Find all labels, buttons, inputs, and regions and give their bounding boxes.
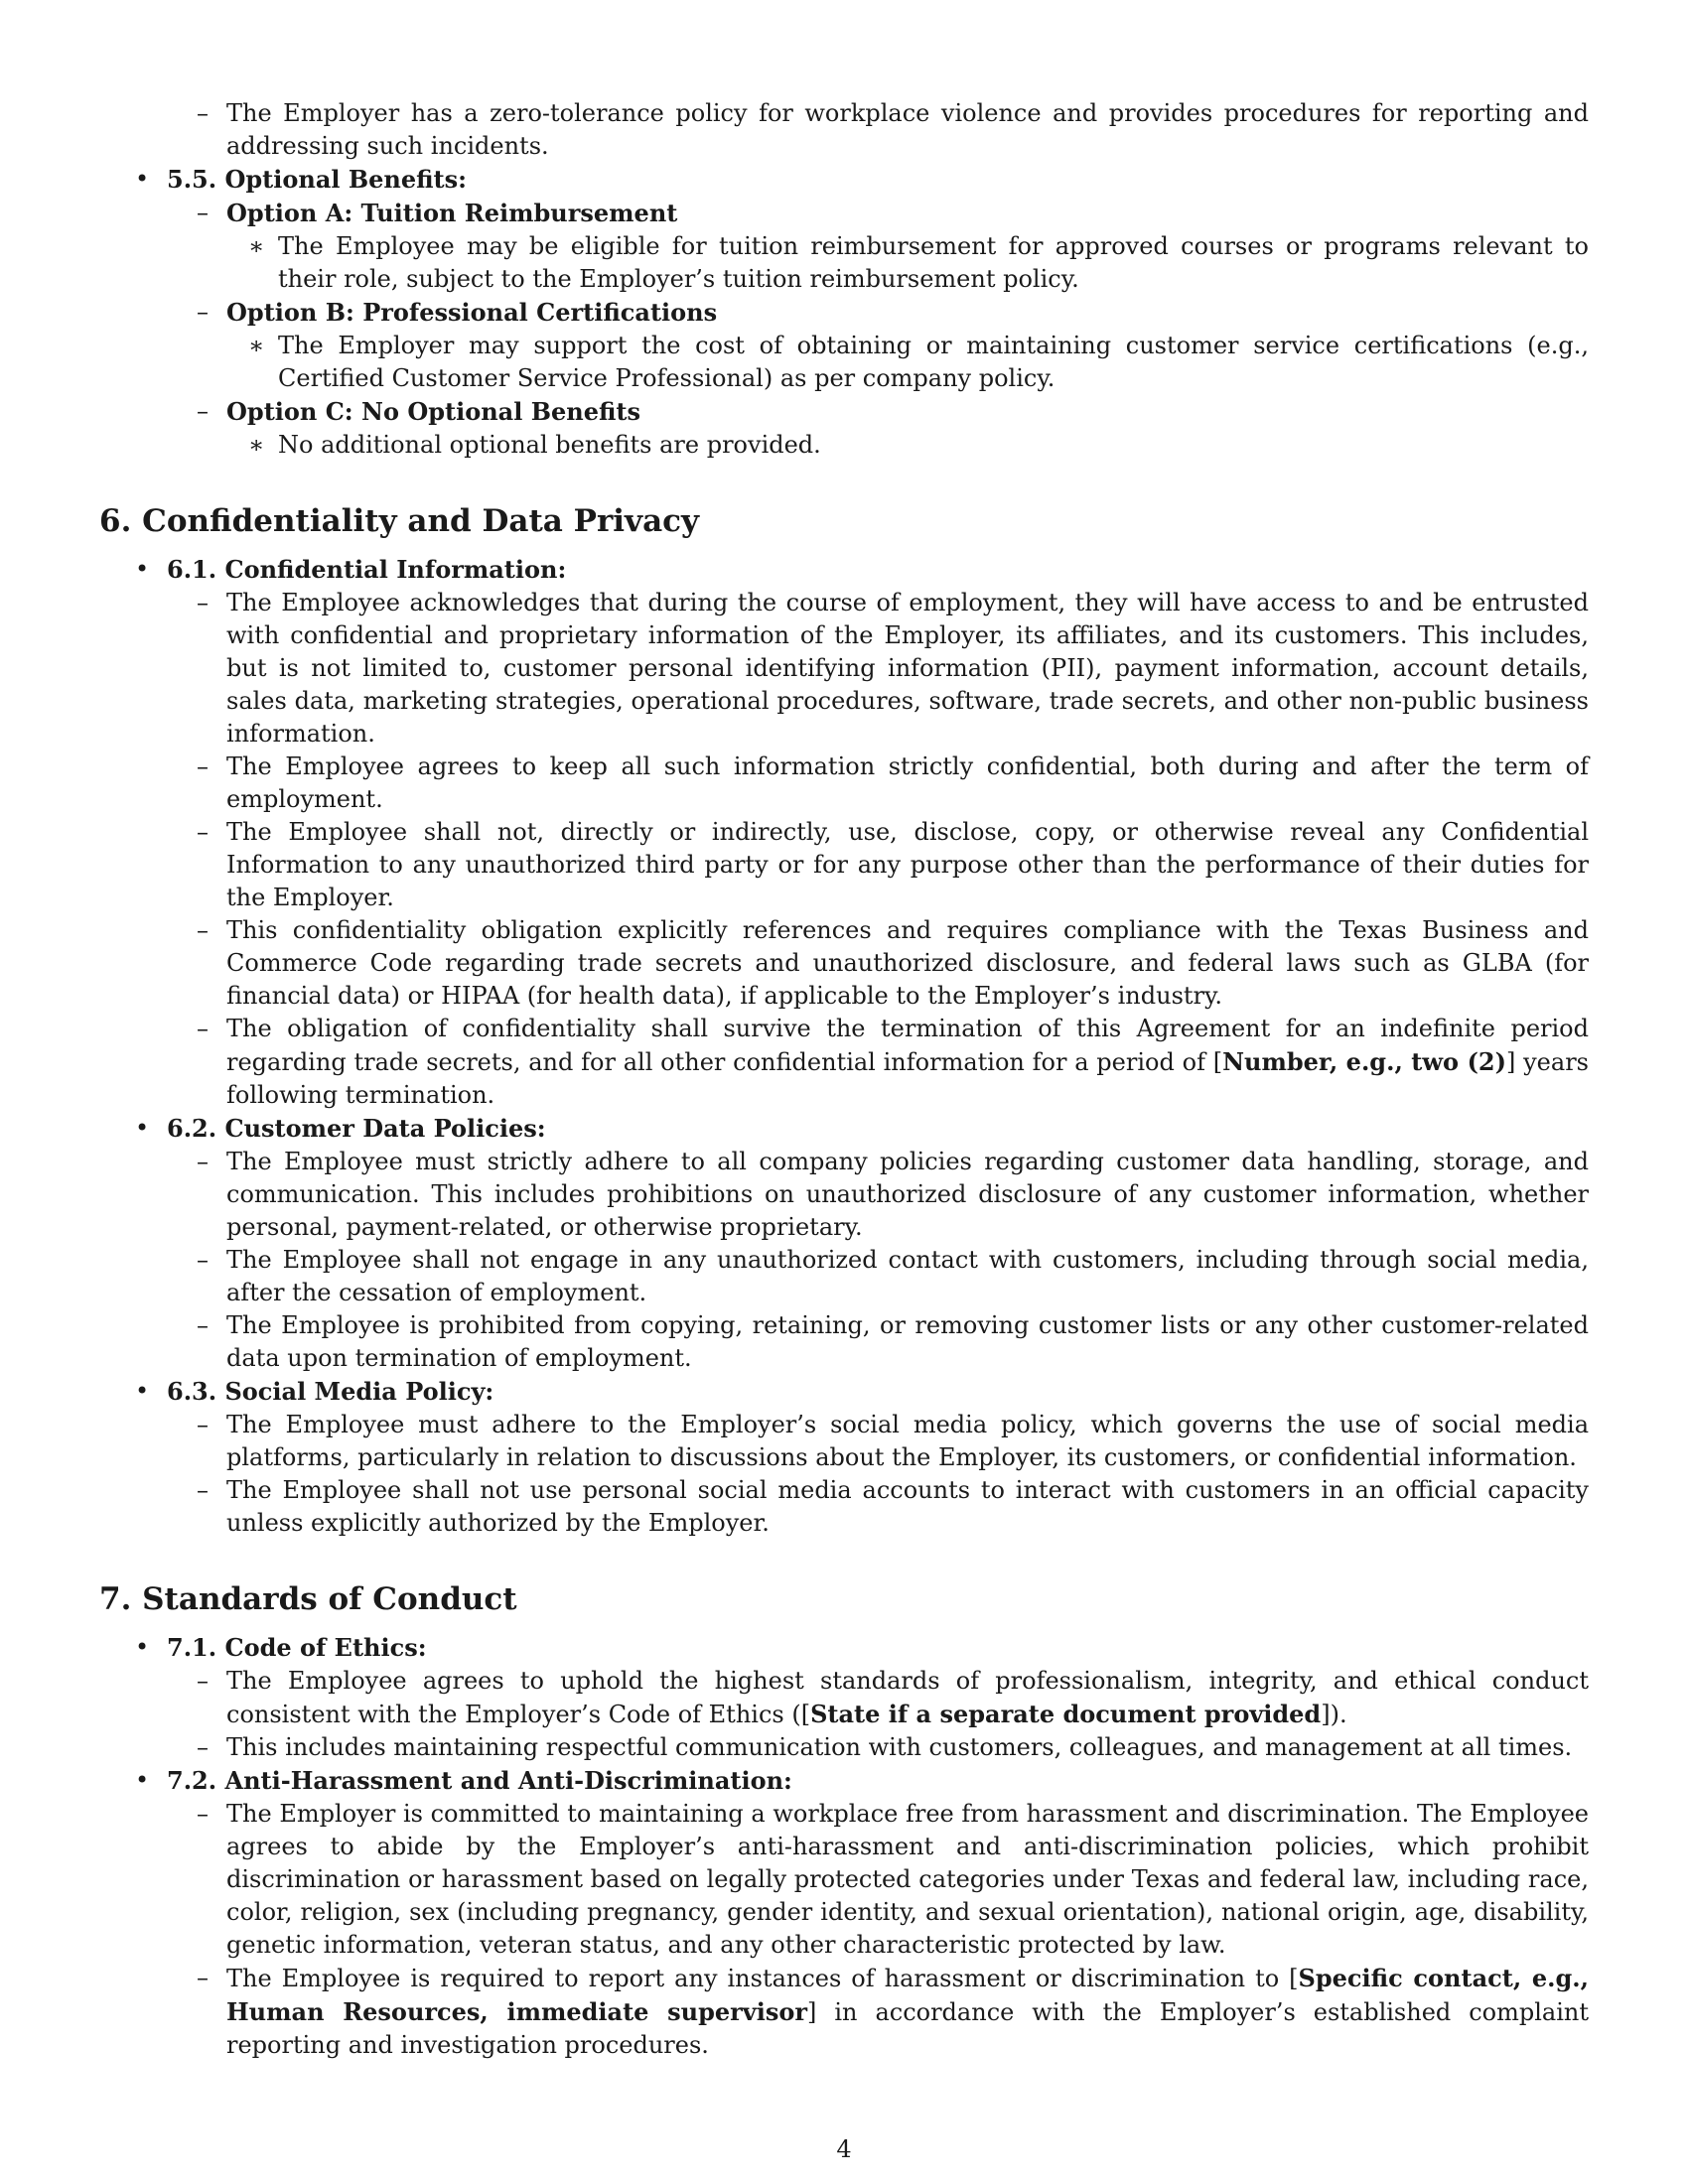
list-item: – The Employee must strictly adhere to all company policies regarding customer data handling, storage, and communication. This includes prohibitions on unauthorized disclosure of any customer information, whether personal, payment-related, or otherwise proprietary. <box>99 1146 1589 1244</box>
list-item: – The Employee acknowledges that during the course of employment, they will have access to and be entrusted with confidential and proprietary information of the Employer, its affiliates, and its customers. This includes, but is not limited to, customer personal identifying information (PII), payment information, account details, sales data, marketing strategies, operational procedures, software, trade secrets, and other non-public business information. <box>99 587 1589 751</box>
text-run: The Employee is required to report any instances of harassment or discrimination to [ <box>226 1965 1299 1992</box>
option-detail-list <box>226 230 1589 296</box>
section-7-title: 7. Standards of Conduct <box>99 1581 517 1617</box>
section-5-5-list <box>99 163 1589 462</box>
list-item: – The Employee agrees to keep all such information strictly confidential, both during and after the term of employment. <box>99 751 1589 816</box>
option-title: Option B: Professional Certifications <box>226 298 718 327</box>
list-item: – The Employee shall not, directly or indirectly, use, disclose, copy, or otherwise reveal any Confidential Information to any unauthorized third party or for any purpose other than the performance of their duties for the Employer. <box>99 816 1589 914</box>
option-title: Option C: No Optional Benefits <box>226 397 641 426</box>
subsection-6-1 <box>99 553 1589 1112</box>
text-run: The Employee agrees to uphold the highest standards of professionalism, integrity, and ethical conduct consistent with the Employer’s Code of Ethics ([ <box>226 1667 1589 1728</box>
subsection-heading: 6.3. Social Media Policy: <box>167 1377 494 1406</box>
placeholder-field: State if a separate document provided <box>810 1700 1322 1728</box>
option-title: Option A: Tuition Reimbursement <box>226 199 678 227</box>
list-item: – The Employer has a zero-tolerance policy for workplace violence and provides procedures for reporting and addressing such incidents. <box>99 97 1589 163</box>
text-run: ] in accordance with the Employer’s established complaint reporting and investigation procedures. <box>226 1998 1590 2059</box>
section-6-list <box>99 553 1589 1540</box>
list-item: – The Employee is prohibited from copying, retaining, or removing customer lists or any other customer-related data upon termination of employment. <box>99 1309 1589 1375</box>
subsection-6-3 <box>99 1375 1589 1540</box>
item-list <box>99 1409 1589 1540</box>
item-list <box>99 1146 1589 1375</box>
option-c <box>99 395 1589 462</box>
list-item: ∗ The Employer may support the cost of obtaining or maintaining customer service certifications (e.g., Certified Customer Service Professional) as per company policy. <box>226 330 1589 395</box>
option-detail-list <box>226 429 1589 462</box>
subsection-6-2 <box>99 1112 1589 1375</box>
continued-list <box>99 97 1589 163</box>
item-list <box>99 1798 1589 2062</box>
list-item: – The Employee shall not use personal social media accounts to interact with customers in an official capacity unless explicitly authorized by the Employer. <box>99 1474 1589 1540</box>
subsection-heading: 7.2. Anti-Harassment and Anti-Discrimination: <box>167 1766 792 1795</box>
section-6-title: 6. Confidentiality and Data Privacy <box>99 503 700 539</box>
option-list <box>99 197 1589 462</box>
list-item <box>99 1013 1589 1112</box>
subsection-heading: 6.2. Customer Data Policies: <box>167 1114 546 1143</box>
item-list <box>99 587 1589 1112</box>
section-7-list <box>99 1631 1589 2062</box>
option-b <box>99 296 1589 395</box>
placeholder-field: Number, e.g., two (2) <box>1222 1047 1506 1076</box>
list-item: – This confidentiality obligation explicitly references and requires compliance with the Texas Business and Commerce Code regarding trade secrets and unauthorized disclosure, and federal laws such as GLBA (for financial data) or HIPAA (for health data), if applicable to the Employer’s industry. <box>99 914 1589 1013</box>
list-item: – This includes maintaining respectful communication with customers, colleagues, and management at all times. <box>99 1731 1589 1764</box>
list-item: ∗ The Employee may be eligible for tuition reimbursement for approved courses or programs relevant to their role, subject to the Employer’s tuition reimbursement policy. <box>226 230 1589 296</box>
placeholder-field: Specific contact, e.g., Human Resources, immediate supervisor <box>226 1964 1590 2026</box>
list-item: – The Employee must adhere to the Employer’s social media policy, which governs the use of social media platforms, particularly in relation to discussions about the Employer, its customers, or confidential information. <box>99 1409 1589 1474</box>
subsection-heading: 6.1. Confidential Information: <box>167 555 567 584</box>
option-detail-list <box>226 330 1589 395</box>
subsection-7-1 <box>99 1631 1589 1764</box>
text-run: The obligation of confidentiality shall survive the termination of this Agreement for an indefinite period regarding trade secrets, and for all other confidential information for a period of [ <box>226 1015 1589 1076</box>
list-item: – The Employer is committed to maintaining a workplace free from harassment and discrimination. The Employee agrees to abide by the Employer’s anti-harassment and anti-discrimination policies, which prohibit discrimination or harassment based on legally protected categories under Texas and federal law, including race, color, religion, sex (including pregnancy, gender identity, and sexual orientation), national origin, age, disability, genetic information, veteran status, and any other characteristic protected by law. <box>99 1798 1589 1962</box>
list-item: – The Employee shall not engage in any unauthorized contact with customers, including through social media, after the cessation of employment. <box>99 1244 1589 1309</box>
subsection-7-2 <box>99 1764 1589 2062</box>
subsection-5-5 <box>99 163 1589 462</box>
document-body <box>99 97 1589 2062</box>
subsection-heading: 7.1. Code of Ethics: <box>167 1633 427 1662</box>
text-run: ]). <box>1321 1701 1347 1728</box>
item-list <box>99 1665 1589 1764</box>
page-number: 4 <box>836 2135 852 2163</box>
list-item: ∗ No additional optional benefits are provided. <box>226 429 1589 462</box>
text-run: ] years following termination. <box>226 1048 1589 1109</box>
list-item <box>99 1665 1589 1731</box>
option-a <box>99 197 1589 296</box>
subsection-heading: 5.5. Optional Benefits: <box>167 165 468 194</box>
list-item <box>99 1962 1589 2062</box>
